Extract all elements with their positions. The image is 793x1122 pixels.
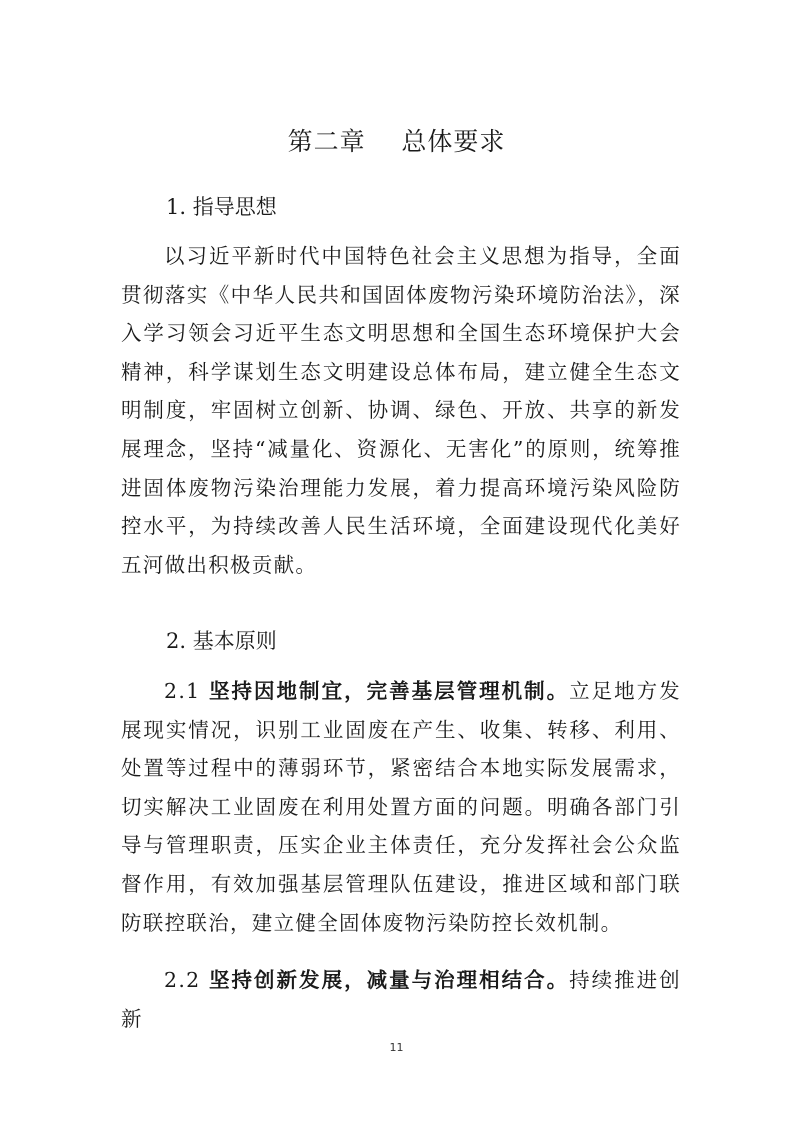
- paragraph-principle-2-1: [121, 672, 681, 942]
- chapter-title: 第二章 总体要求: [287, 127, 506, 156]
- principle-2-2-body: 持续推进创新: [121, 968, 681, 1031]
- paragraph-guiding-ideology: 以习近平新时代中国特色社会主义思想为指导，全面贯彻落实《中华人民共和国固体废物污染环境防治法》，深入学习领会习近平生态文明思想和全国生态环境保护大会精神，科学谋划生态文明建设总体布局，建立健全生态文明制度，牢固树立创新、协调、绿色、开放、共享的新发展理念，坚持“减量化、资源化、无害化”的原则，统筹推进固体废物污染治理能力发展，着力提高环境污染风险防控水平，为持续改善人民生活环境，全面建设现代化美好五河做出积极贡献。: [121, 244, 681, 577]
- principle-2-1-body: 立足地方发展现实情况，识别工业固废在产生、收集、转移、利用、处置等过程中的薄弱环节，紧密结合本地实际发展需求，切实解决工业固废在利用处置方面的问题。明确各部门引导与管理职责，压实企业主体责任，充分发挥社会公众监督作用，有效加强基层管理队伍建设，推进区域和部门联防联控联治，建立健全固体废物污染防控长效机制。: [121, 679, 681, 935]
- section-heading-basic-principles: 2. 基本原则: [166, 629, 277, 653]
- paragraph-principle-2-2: [121, 961, 681, 1038]
- section-heading-guiding-ideology: 1. 指导思想: [166, 195, 277, 219]
- page-number: 11: [389, 1041, 404, 1054]
- principle-2-1-title: 坚持因地制宜，完善基层管理机制。: [209, 679, 570, 703]
- principle-2-1-number: 2.1: [164, 679, 210, 703]
- principle-2-2-number: 2.2: [164, 968, 210, 992]
- principle-2-2-title: 坚持创新发展，减量与治理相结合。: [209, 968, 570, 992]
